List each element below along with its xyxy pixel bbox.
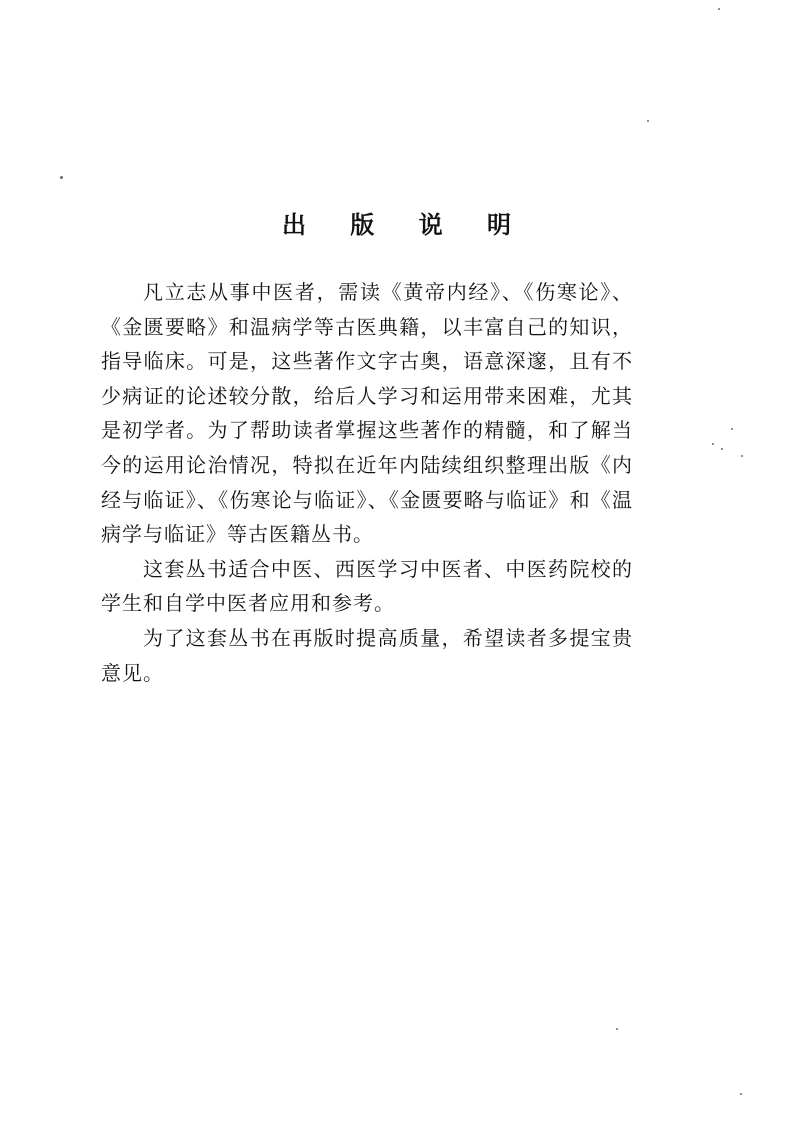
paragraph-audience: 这套丛书适合中医、西医学习中医者、中医药院校的学生和自学中医者应用和参考。 (101, 556, 633, 616)
page-title: 出 版 说 明 (281, 210, 530, 239)
paragraph-feedback: 为了这套丛书在再版时提高质量，希望读者多提宝贵意见。 (101, 625, 633, 685)
scan-speck (721, 448, 723, 450)
scan-speck (731, 428, 733, 430)
scan-speck (740, 1093, 742, 1095)
scan-speck (712, 443, 714, 445)
body-text (101, 275, 633, 690)
scan-speck (60, 176, 63, 179)
scan-speck (718, 8, 720, 10)
paragraph-intro: 凡立志从事中医者，需读《黄帝内经》、《伤寒论》、《金匮要略》和温病学等古医典籍，以丰富自己的知识，指导临床。可是，这些著作文字古奥，语意深邃，且有不少病证的论述较分散，给后人学习和运用带来困难，尤其是初学者。为了帮助读者掌握这些著作的精髓，和了解当今的运用论治情况，特拟在近年内陆续组织整理出版《内经与临证》、《伤寒论与临证》、《金匮要略与临证》和《温病学与临证》等古医籍丛书。 (101, 280, 633, 547)
scan-speck (616, 1028, 618, 1030)
scan-speck (647, 120, 649, 122)
scan-speck (741, 455, 743, 457)
